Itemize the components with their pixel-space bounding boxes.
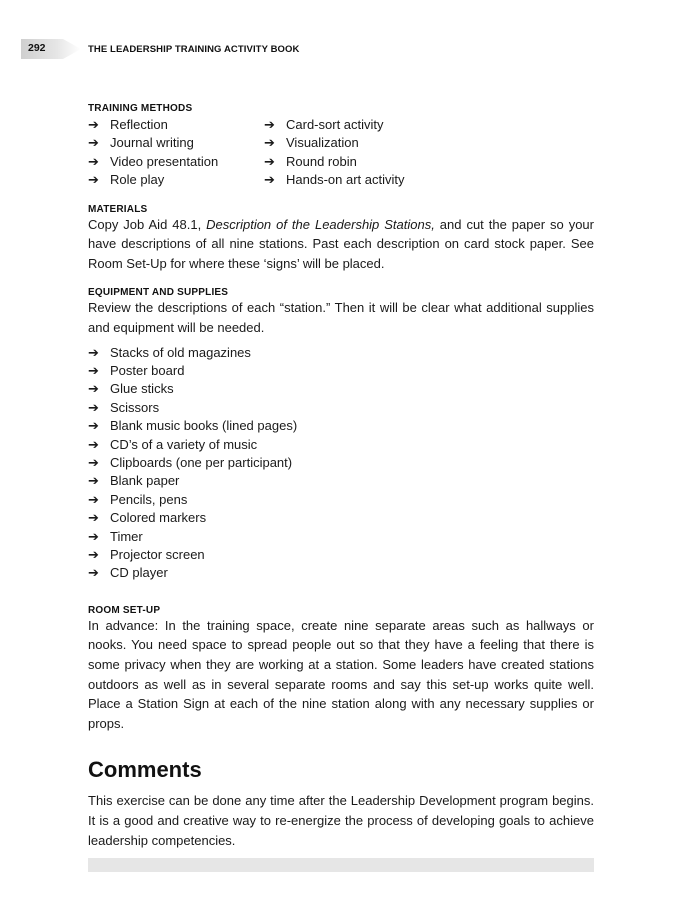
list-item: ➔ Journal writing [88, 134, 264, 152]
list-item: ➔ Colored markers [88, 509, 594, 527]
arrow-icon: ➔ [88, 565, 99, 581]
arrow-icon: ➔ [88, 153, 99, 169]
equipment-label: EQUIPMENT AND SUPPLIES [88, 287, 229, 299]
list-item: ➔ Timer [88, 528, 594, 546]
arrow-icon: ➔ [88, 473, 99, 489]
arrow-icon: ➔ [88, 436, 99, 452]
list-item: ➔ Blank paper [88, 472, 594, 490]
arrow-icon: ➔ [88, 455, 99, 471]
arrow-icon: ➔ [88, 363, 99, 378]
list-item: ➔ Card-sort activity [264, 116, 405, 134]
equipment-list [88, 344, 594, 583]
arrow-icon: ➔ [264, 153, 275, 169]
list-item: ➔ Reflection [88, 116, 264, 134]
room-setup-text: In advance: In the training space, create nine separate areas such as hallways or nooks. You need space to spread people out so that they have a feeling that there is some privacy when they are working at a station. Some leaders have created stations outdoors as well as in several separate rooms and say this set-up works quite well. Place a Station Sign at each of the nine station along with any necessary supplies or props. [88, 617, 594, 731]
list-item: ➔ Projector screen [88, 546, 594, 564]
list-item: ➔ Role play [88, 171, 264, 189]
comments-heading: Comments [88, 757, 202, 783]
job-aid-title: Description of the Leadership Stations, [206, 216, 435, 232]
arrow-icon: ➔ [88, 135, 99, 151]
list-item: ➔ CD’s of a variety of music [88, 436, 594, 454]
training-methods-col2 [264, 116, 405, 190]
list-item: ➔ Stacks of old magazines [88, 344, 594, 362]
arrow-icon: ➔ [88, 172, 99, 188]
list-item: ➔ CD player [88, 564, 594, 582]
list-item: ➔ Pencils, pens [88, 491, 594, 509]
list-item: ➔ Blank music books (lined pages) [88, 417, 594, 435]
arrow-icon: ➔ [88, 491, 99, 507]
list-item: ➔ Video presentation [88, 153, 264, 171]
list-item: ➔ Glue sticks [88, 380, 594, 398]
arrow-icon: ➔ [88, 547, 99, 563]
equipment-intro: Review the descriptions of each “station.” Then it will be clear what additional supplies and equipment will be needed. [88, 300, 594, 335]
page-content [88, 103, 594, 872]
arrow-icon: ➔ [88, 399, 99, 415]
arrow-icon: ➔ [264, 135, 275, 151]
page-number: 292 [28, 42, 46, 54]
training-methods-col1 [88, 116, 264, 190]
running-head: THE LEADERSHIP TRAINING ACTIVITY BOOK [88, 44, 300, 55]
arrow-icon: ➔ [264, 117, 275, 132]
list-item: ➔ Round robin [264, 153, 405, 171]
list-item: ➔ Poster board [88, 362, 594, 380]
arrow-icon: ➔ [88, 117, 99, 132]
list-item: ➔ Scissors [88, 399, 594, 417]
page-header [0, 30, 678, 66]
list-item: ➔ Visualization [264, 134, 405, 152]
training-methods-list [88, 116, 594, 190]
footer-rule [88, 858, 594, 872]
room-setup-label: ROOM SET-UP [88, 604, 161, 616]
arrow-icon: ➔ [88, 510, 99, 526]
arrow-icon: ➔ [88, 418, 99, 434]
list-item: ➔ Clipboards (one per participant) [88, 454, 594, 472]
arrow-icon: ➔ [88, 344, 99, 360]
arrow-icon: ➔ [88, 381, 99, 397]
materials-label: MATERIALS [88, 203, 148, 215]
training-methods-label: TRAINING METHODS [88, 103, 193, 114]
materials-text: Copy Job Aid 48.1, Description of the Leadership Stations, and cut the paper so your have descriptions of all nine stations. Past each description on card stock paper. See Room Set-Up for where these ‘signs’ will be placed. [88, 216, 594, 271]
list-item: ➔ Hands-on art activity [264, 171, 405, 189]
arrow-icon: ➔ [88, 528, 99, 544]
comments-text: This exercise can be done any time after the Leadership Development program begins. It is a good and creative way to re-energize the process of developing goals to achieve leadership competencies. [88, 793, 594, 848]
arrow-icon: ➔ [264, 172, 275, 188]
